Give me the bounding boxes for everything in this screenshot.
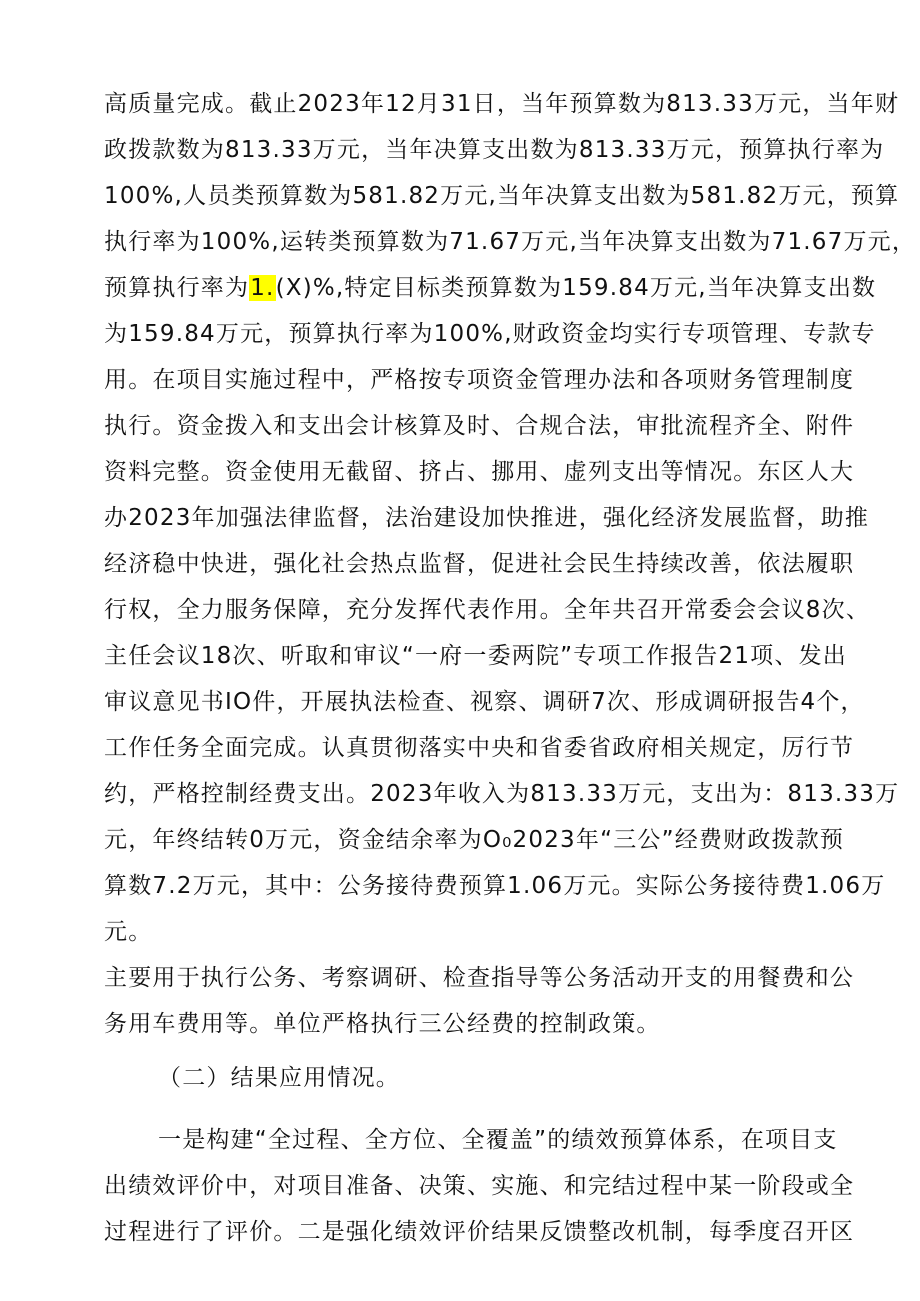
line-prefix: 预算执行率为 [104, 275, 250, 301]
paragraph-line: 过程进行了评价。二是强化绩效评价结果反馈整改机制，每季度召开区 [104, 1219, 855, 1245]
paragraph-line: 资料完整。资金使用无截留、挤占、挪用、虚列支出等情况。东区人大 [104, 459, 855, 485]
paragraph-line: 政拨款数为813.33万元，当年决算支出数为813.33万元，预算执行率为 [104, 137, 885, 163]
highlighted-value: 1. [250, 275, 275, 301]
paragraph-line: 务用车费用等。单位严格执行三公经费的控制政策。 [104, 1011, 661, 1037]
paragraph-line: 行权，全力服务保障，充分发挥代表作用。全年共召开常委会会议8次、 [104, 597, 871, 623]
paragraph-line: 执行。资金拨入和支出会计核算及时、合规合法，审批流程齐全、附件 [104, 413, 855, 439]
paragraph-line: 经济稳中快进，强化社会热点监督，促进社会民生持续改善，依法履职 [104, 551, 855, 577]
paragraph-line: 高质量完成。截止2023年12月31日，当年预算数为813.33万元，当年财 [104, 91, 900, 117]
paragraph-line: 办2023年加强法律监督，法治建设加快推进，强化经济发展监督，助推 [104, 505, 870, 531]
paragraph-line: 主任会议18次、听取和审议“一府一委两院”专项工作报告21项、发出 [104, 643, 847, 669]
paragraph-line: 执行率为100%,运转类预算数为71.67万元,当年决算支出数为71.67万元， [104, 229, 917, 255]
paragraph-line: 算数7.2万元，其中：公务接待费预算1.06万元。实际公务接待费1.06万 [104, 873, 886, 899]
paragraph-line: 用。在项目实施过程中，严格按专项资金管理办法和各项财务管理制度 [104, 367, 855, 393]
line-suffix: (X)%,特定目标类预算数为159.84万元,当年决算支出数 [275, 275, 877, 301]
paragraph-line-with-highlight [104, 272, 876, 304]
paragraph-line: 元。 [104, 919, 153, 945]
paragraph-line: 一是构建“全过程、全方位、全覆盖”的绩效预算体系，在项目支 [158, 1127, 838, 1153]
paragraph-line: 元，年终结转0万元，资金结余率为O₀2023年“三公”经费财政拨款预 [104, 827, 845, 853]
paragraph-line: 为159.84万元，预算执行率为100%,财政资金均实行专项管理、专款专 [104, 321, 876, 347]
paragraph-line: 100%,人员类预算数为581.82万元,当年决算支出数为581.82万元，预算 [104, 183, 900, 209]
paragraph-line: 主要用于执行公务、考察调研、检查指导等公务活动开支的用餐费和公 [104, 965, 855, 991]
paragraph-line: 审议意见书IO件，开展执法检查、视察、调研7次、形成调研报告4个， [104, 689, 865, 715]
paragraph-line: 约，严格控制经费支出。2023年收入为813.33万元，支出为：813.33万 [104, 781, 900, 807]
section-heading: （二）结果应用情况。 [158, 1065, 400, 1091]
paragraph-line: 工作任务全面完成。认真贯彻落实中央和省委省政府相关规定，厉行节 [104, 735, 855, 761]
paragraph-line: 出绩效评价中，对项目准备、决策、实施、和完结过程中某一阶段或全 [104, 1173, 855, 1199]
